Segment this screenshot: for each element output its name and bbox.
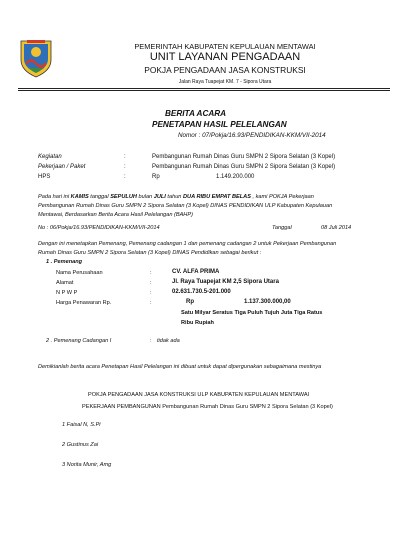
para1-text: Pada hari ini bbox=[38, 194, 70, 200]
para1-text: bulan bbox=[138, 194, 153, 200]
winner-label-price: Harga Penawaran Rp. bbox=[56, 300, 112, 306]
para1-text: tanggal bbox=[90, 194, 109, 200]
reference-date-value: 08 Juli 2014 bbox=[321, 225, 352, 231]
signature-member: 2 Gustinus Zai bbox=[62, 442, 99, 448]
paragraph-2-line2: Rumah Dinas Guru SMPN 2 Sipora Selatan (3 Kopel) DINAS Pendidikan sebagai berikut : bbox=[38, 250, 262, 256]
document-subtitle: PENETAPAN HASIL PELELANGAN bbox=[152, 120, 287, 129]
winner-value-company: CV. ALFA PRIMA bbox=[172, 269, 220, 275]
mentawai-regency-logo bbox=[18, 38, 54, 78]
closing-statement: Demikianlah berita acara Penetapan Hasil Pelelangan ini dibuat untuk dapat dipergunakan sebagaimana mestinya bbox=[38, 364, 322, 370]
letterhead-address: Jalan Raya Tuapejat KM. 7 - Sipora Utara bbox=[178, 79, 272, 85]
info-value-pekerjaan: Pembangunan Rumah Dinas Guru SMPN 2 Sipora Selatan (3 Kopel) bbox=[152, 164, 336, 170]
paragraph-1-line2: Pembangunan Rumah Dinas Guru SMPN 2 Sipora Selatan (3 Kopel) DINAS PENDIDIKAN ULP Kabupaten Kepulauan bbox=[38, 203, 333, 209]
winner-sep: : bbox=[150, 300, 152, 306]
info-value-hps-currency: Rp bbox=[152, 174, 160, 180]
document-title: BERITA ACARA bbox=[165, 109, 227, 118]
info-sep: : bbox=[124, 154, 126, 160]
signature-committee-line1: POKJA PENGADAAN JASA KONSTRUKSI ULP KABUPATEN KEPULAUAN MENTAWAI bbox=[88, 392, 310, 398]
para1-date: SEPULUH bbox=[110, 194, 137, 200]
winner-label-npwp: N P W P bbox=[56, 290, 78, 296]
info-label-pekerjaan: Pekerjaan / Paket bbox=[38, 164, 86, 170]
para1-day: KAMIS bbox=[70, 194, 89, 200]
info-value-kegiatan: Pembangunan Rumah Dinas Guru SMPN 2 Sipora Selatan (3 Kopel) bbox=[152, 154, 336, 160]
info-label-kegiatan: Kegiatan bbox=[38, 154, 62, 160]
info-sep: : bbox=[124, 164, 126, 170]
winner-value-price-amount: 1.137.300.000,00 bbox=[244, 299, 291, 305]
reserve-winner-sep: : bbox=[150, 338, 152, 344]
letterhead-line1: PEMERINTAH KABUPATEN KEPULAUAN MENTAWAI bbox=[134, 42, 316, 51]
letterhead-divider bbox=[18, 88, 390, 89]
para1-year: DUA RIBU EMPAT BELAS bbox=[182, 194, 251, 200]
info-value-hps-amount: 1.149.200.000 bbox=[216, 174, 255, 180]
para1-month: JULI bbox=[153, 194, 166, 200]
signature-member: 3 Norita Munir, Amg bbox=[62, 462, 112, 468]
amount-in-words-line1: Satu Milyar Seratus Tiga Puluh Tujuh Juta Tiga Ratus bbox=[181, 310, 323, 316]
paragraph-1-line1 bbox=[38, 194, 314, 201]
info-sep: : bbox=[124, 174, 126, 180]
paragraph-1-line3: Mentawai, Berdasarkan Berita Acara Hasil Pelelangan (BAHP) bbox=[38, 212, 193, 218]
letterhead-divider-thin bbox=[18, 90, 390, 91]
amount-in-words-line2: Ribu Rupiah bbox=[181, 320, 214, 326]
document-number: Nomor : 07/Pokja/16.93/PENDIDIKAN-KKM/VII-2014 bbox=[178, 132, 326, 139]
winner-label-address: Alamat bbox=[56, 280, 74, 286]
paragraph-2-line1: Dengan ini menetapkan Pemenang, Pemenang cadangan 1 dan pemenang cadangan 2 untuk Pekerjaan Pembangunan bbox=[38, 241, 337, 247]
signature-committee-line2: PEKERJAAN PEMBANGUNAN Pembangunan Rumah Dinas Guru SMPN 2 Sipora Selatan (3 Kopel) bbox=[82, 404, 333, 410]
winner-value-npwp: 02.631.730.5-201.000 bbox=[172, 289, 231, 295]
winner-label-company: Nama Perusahaan bbox=[56, 270, 103, 276]
winner-sep: : bbox=[150, 270, 152, 276]
para1-text: , kami POKJA Pekerjaan bbox=[252, 194, 314, 200]
reference-number: No : 06/Pokja/16.93/PENDIDIKAN-KKM/VII-2014 bbox=[38, 225, 160, 231]
info-label-hps: HPS bbox=[38, 174, 51, 180]
letterhead-line2: UNIT LAYANAN PENGADAAN bbox=[149, 51, 301, 63]
winner-value-address: Jl. Raya Tuapejat KM 2,5 Sipora Utara bbox=[172, 279, 279, 285]
letterhead-line3: POKJA PENGADAAN JASA KONSTRUKSI bbox=[144, 65, 306, 75]
reference-date-label: Tanggal bbox=[272, 225, 292, 231]
winner-value-price-currency: Rp bbox=[186, 299, 194, 305]
reserve-winner-value: tidak ada bbox=[157, 338, 180, 344]
signature-member: 1 Faisal N, S.Pi bbox=[62, 422, 101, 428]
section-winner-heading: 1 . Pemenang bbox=[46, 259, 83, 265]
para1-text: tahun bbox=[167, 194, 182, 200]
reserve-winner-label: 2 . Pemenang Cadangan I bbox=[46, 338, 112, 344]
winner-sep: : bbox=[150, 280, 152, 286]
winner-sep: : bbox=[150, 290, 152, 296]
